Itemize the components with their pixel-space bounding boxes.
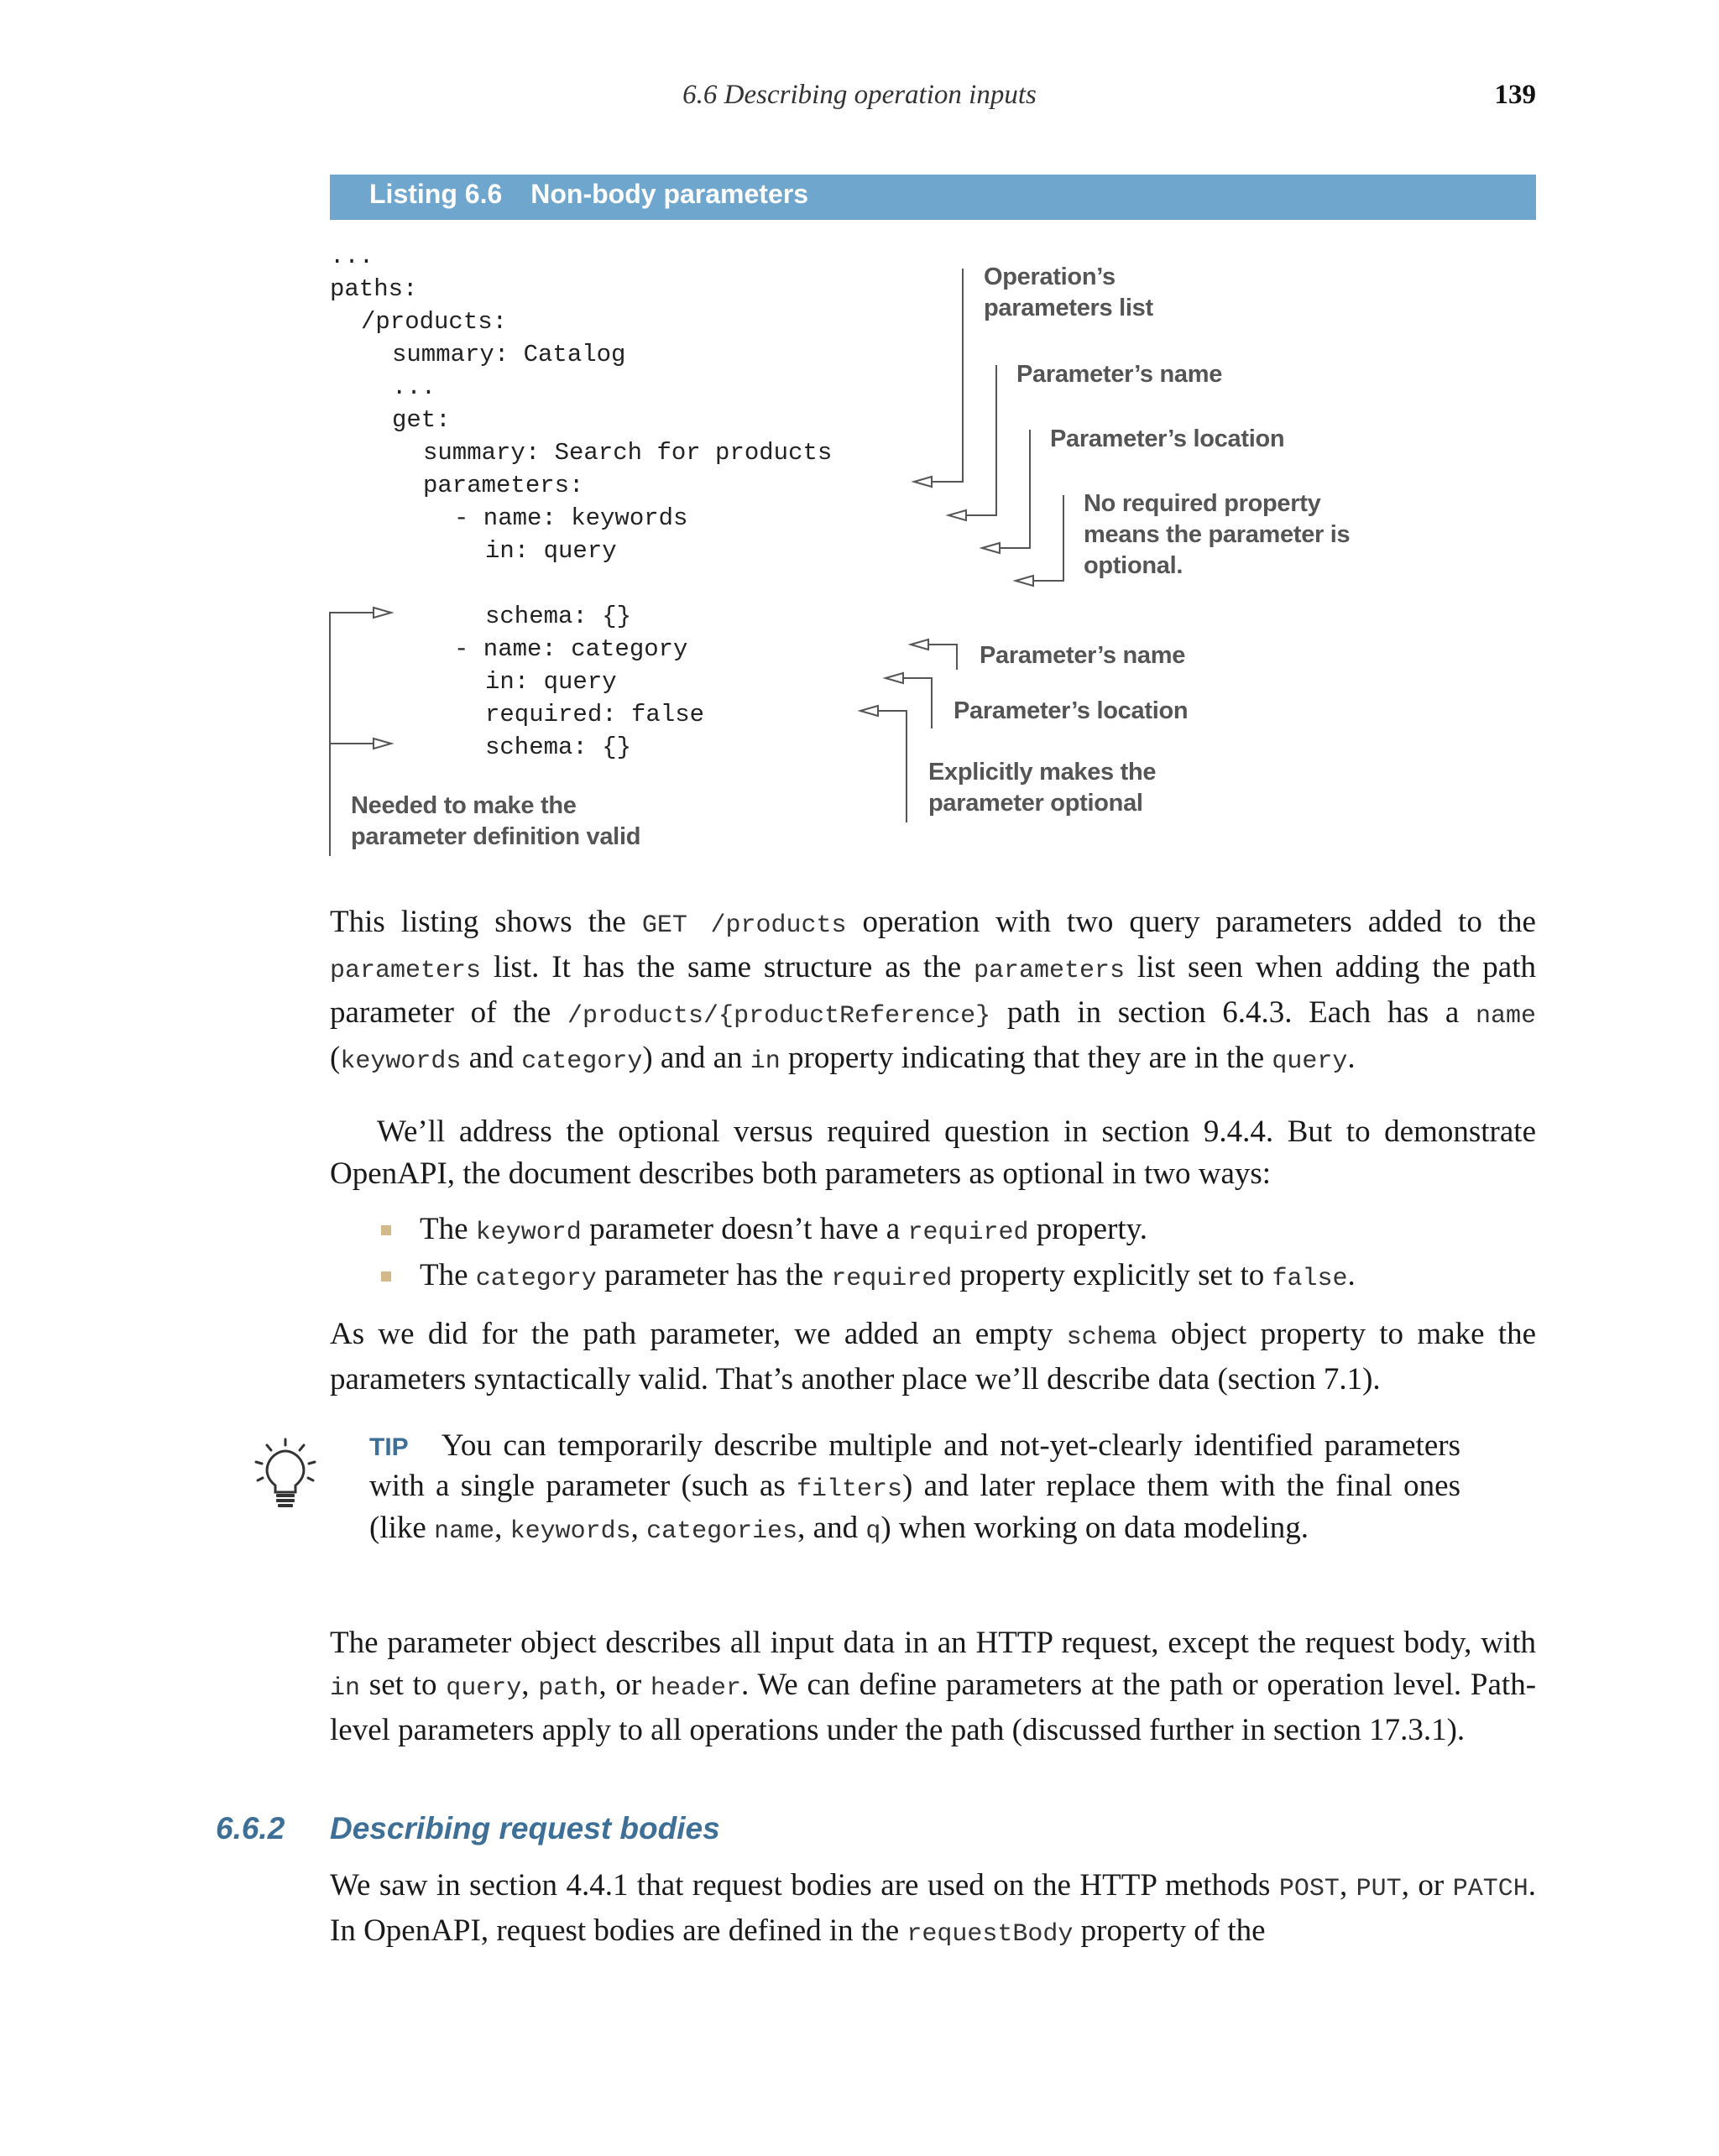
arrowhead-param-location-1	[982, 543, 1000, 553]
callout-line-param-name-2	[928, 645, 957, 670]
section-title: Describing request bodies	[330, 1811, 720, 1845]
annotation-param-location-2: Parameter’s location	[954, 697, 1189, 724]
code-line: schema: {}	[485, 603, 632, 630]
code-line: ...	[330, 243, 374, 270]
bullet-marker	[381, 1225, 391, 1235]
annotation-needed-valid: Needed to make the parameter definition valid	[351, 792, 641, 850]
annotation-operations-params-list: Operation’s parameters list	[984, 264, 1153, 321]
callout-line-param-location-2	[903, 678, 932, 728]
annotation-no-required: No required property means the parameter is optional.	[1084, 490, 1351, 579]
arrowhead-param-location-2	[886, 673, 903, 683]
paragraph-optional-vs-required: We’ll address the optional versus required question in section 9.4.4. But to demonstrate OpenAPI, the document describes both parameters as optional in two ways:	[330, 1115, 1536, 1191]
section-number: 6.6.2	[216, 1811, 285, 1845]
code-line: /products:	[361, 308, 508, 336]
paragraph-parameter-object: The parameter object describes all input data in an HTTP request, except the request body, with in set to query, path, or header. We can define parameters at the path or operation level. Path-level parameters apply to all operations under the path (discussed further in section 17.3.1).	[330, 1626, 1537, 1747]
bullet-item-category: The category parameter has the required property explicitly set to false.	[382, 1255, 1536, 1300]
callout-line-param-location-1	[1000, 430, 1030, 548]
annotation-param-name-2: Parameter’s name	[980, 642, 1186, 669]
code-line: ...	[392, 373, 436, 401]
paragraph-schema-property: As we did for the path parameter, we added an empty schema object property to make the parameters syntactically valid. That’s another place we’ll describe data (section 7.1).	[330, 1317, 1537, 1396]
code-line: in: query	[485, 668, 617, 696]
callout-line-explicitly-optional	[878, 711, 907, 822]
code-line: required: false	[485, 701, 705, 728]
code-line: paths:	[330, 275, 418, 303]
code-line: schema: {}	[485, 733, 632, 761]
code-line: parameters:	[423, 472, 584, 499]
arrowhead-needed-valid-1	[374, 608, 391, 618]
annotation-explicitly-optional: Explicitly makes the parameter optional	[928, 759, 1157, 817]
arrowhead-no-required	[1016, 576, 1033, 586]
listing-label: Listing 6.6	[369, 179, 503, 209]
callout-line-params-list	[932, 269, 963, 482]
code-line: get:	[392, 406, 451, 434]
tip-label: TIP	[369, 1433, 409, 1461]
arrowhead-param-name-1	[948, 510, 966, 520]
code-line: summary: Catalog	[392, 341, 626, 368]
lightbulb-icon	[252, 1437, 319, 1512]
arrowhead-needed-valid-2	[374, 739, 391, 749]
code-line: - name: keywords	[454, 504, 688, 532]
bullet-marker	[381, 1271, 391, 1282]
paragraph-listing-description: This listing shows the GET /products operation with two query parameters added to the parameters list. It has the same structure as the parameters list seen when adding the path parameter of the /products/{productReference} path in section 6.4.3. Each has a name (keywords and category) and an in property indicating that they are in the query.	[330, 905, 1536, 1076]
listing-title: Non-body parameters	[530, 179, 808, 209]
code-line: - name: category	[454, 635, 688, 663]
code-line: in: query	[485, 537, 617, 565]
callout-line-no-required	[1033, 495, 1063, 581]
running-header-title: 6.6 Describing operation inputs	[682, 80, 1037, 110]
arrowhead-explicitly-optional	[860, 706, 878, 716]
tip-callout: TIP You can temporarily describe multiple and not-yet-clearly identified parameters with a single parameter (such as filters) and later replace them with the final ones (like name, keywords, categories, and q) when working on data modeling.	[369, 1428, 1460, 1546]
callout-line-param-name-1	[966, 365, 996, 515]
annotation-param-name-1: Parameter’s name	[1016, 361, 1223, 388]
paragraph-request-bodies: We saw in section 4.4.1 that request bodies are used on the HTTP methods POST, PUT, or PATCH. In OpenAPI, request bodies are defined in the requestBody property of the	[330, 1868, 1536, 1949]
arrowhead-params-list	[914, 477, 932, 487]
arrowhead-param-name-2	[911, 639, 928, 650]
bullet-item-keyword: The keyword parameter doesn’t have a required property.	[382, 1209, 1536, 1254]
code-line: summary: Search for products	[423, 439, 833, 467]
annotation-param-location-1: Parameter’s location	[1050, 425, 1285, 452]
page-number: 139	[1494, 80, 1536, 110]
